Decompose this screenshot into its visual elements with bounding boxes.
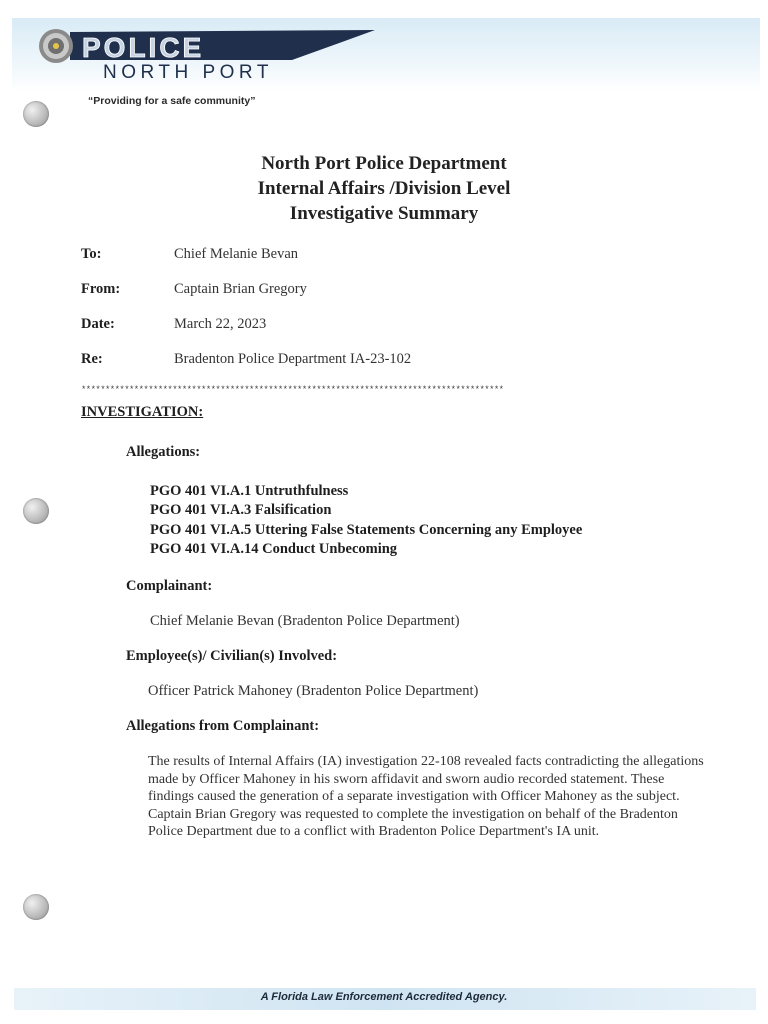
allegation-item: PGO 401 VI.A.5 Uttering False Statements Concerning any Employee bbox=[150, 521, 583, 538]
punch-hole bbox=[23, 498, 49, 524]
investigation-heading: INVESTIGATION: bbox=[81, 404, 204, 420]
complainant-value: Chief Melanie Bevan (Bradenton Police Department) bbox=[150, 613, 460, 629]
logo-north-port-text: NORTH PORT bbox=[103, 62, 273, 83]
involved-heading: Employee(s)/ Civilian(s) Involved: bbox=[126, 648, 338, 664]
punch-hole bbox=[23, 894, 49, 920]
memo-to-label: To: bbox=[81, 246, 102, 262]
allegation-item: PGO 401 VI.A.14 Conduct Unbecoming bbox=[150, 540, 398, 557]
memo-to-value: Chief Melanie Bevan bbox=[174, 246, 299, 262]
allegation-list bbox=[150, 482, 582, 559]
allegation-item: PGO 401 VI.A.1 Untruthfulness bbox=[150, 483, 349, 499]
footer-accreditation: A Florida Law Enforcement Accredited Agency. bbox=[260, 991, 508, 1003]
title-line-1: North Port Police Department bbox=[261, 153, 507, 174]
memo-date-label: Date: bbox=[81, 316, 115, 332]
title-line-2: Internal Affairs /Division Level bbox=[257, 178, 511, 199]
memo-date-value: March 22, 2023 bbox=[174, 316, 267, 332]
involved-value: Officer Patrick Mahoney (Bradenton Police Department) bbox=[148, 683, 479, 699]
complainant-heading: Complainant: bbox=[126, 578, 213, 594]
memo-from-label: From: bbox=[81, 281, 121, 297]
allegations-heading: Allegations: bbox=[126, 444, 201, 460]
police-logo-banner bbox=[30, 26, 380, 66]
separator-line: **************************************************************************************** bbox=[81, 385, 504, 395]
complainant-allegations-heading: Allegations from Complainant: bbox=[126, 718, 320, 734]
tagline: “Providing for a safe community” bbox=[88, 95, 256, 107]
document-title bbox=[0, 151, 768, 226]
punch-hole bbox=[23, 101, 49, 127]
memo-re-value: Bradenton Police Department IA-23-102 bbox=[174, 351, 412, 367]
logo-police-text: POLICE bbox=[82, 32, 205, 63]
complainant-allegations-text: The results of Internal Affairs (IA) investigation 22-108 revealed facts contradicting the allegations made by Officer Mahoney in his sworn affidavit and sworn audio recorded statement. These findings caused the generation of a separate investigation with Officer Mahoney as the subject. Captain Brian Gregory was requested to complete the investigation on behalf of the Bradenton Police Department due to a conflict with Bradenton Police Department's IA unit. bbox=[148, 754, 704, 839]
title-line-3: Investigative Summary bbox=[289, 203, 479, 224]
memo-from-value: Captain Brian Gregory bbox=[174, 281, 307, 297]
allegation-item: PGO 401 VI.A.3 Falsification bbox=[150, 502, 332, 519]
memo-re-label: Re: bbox=[81, 351, 103, 367]
police-badge-icon bbox=[39, 29, 73, 63]
